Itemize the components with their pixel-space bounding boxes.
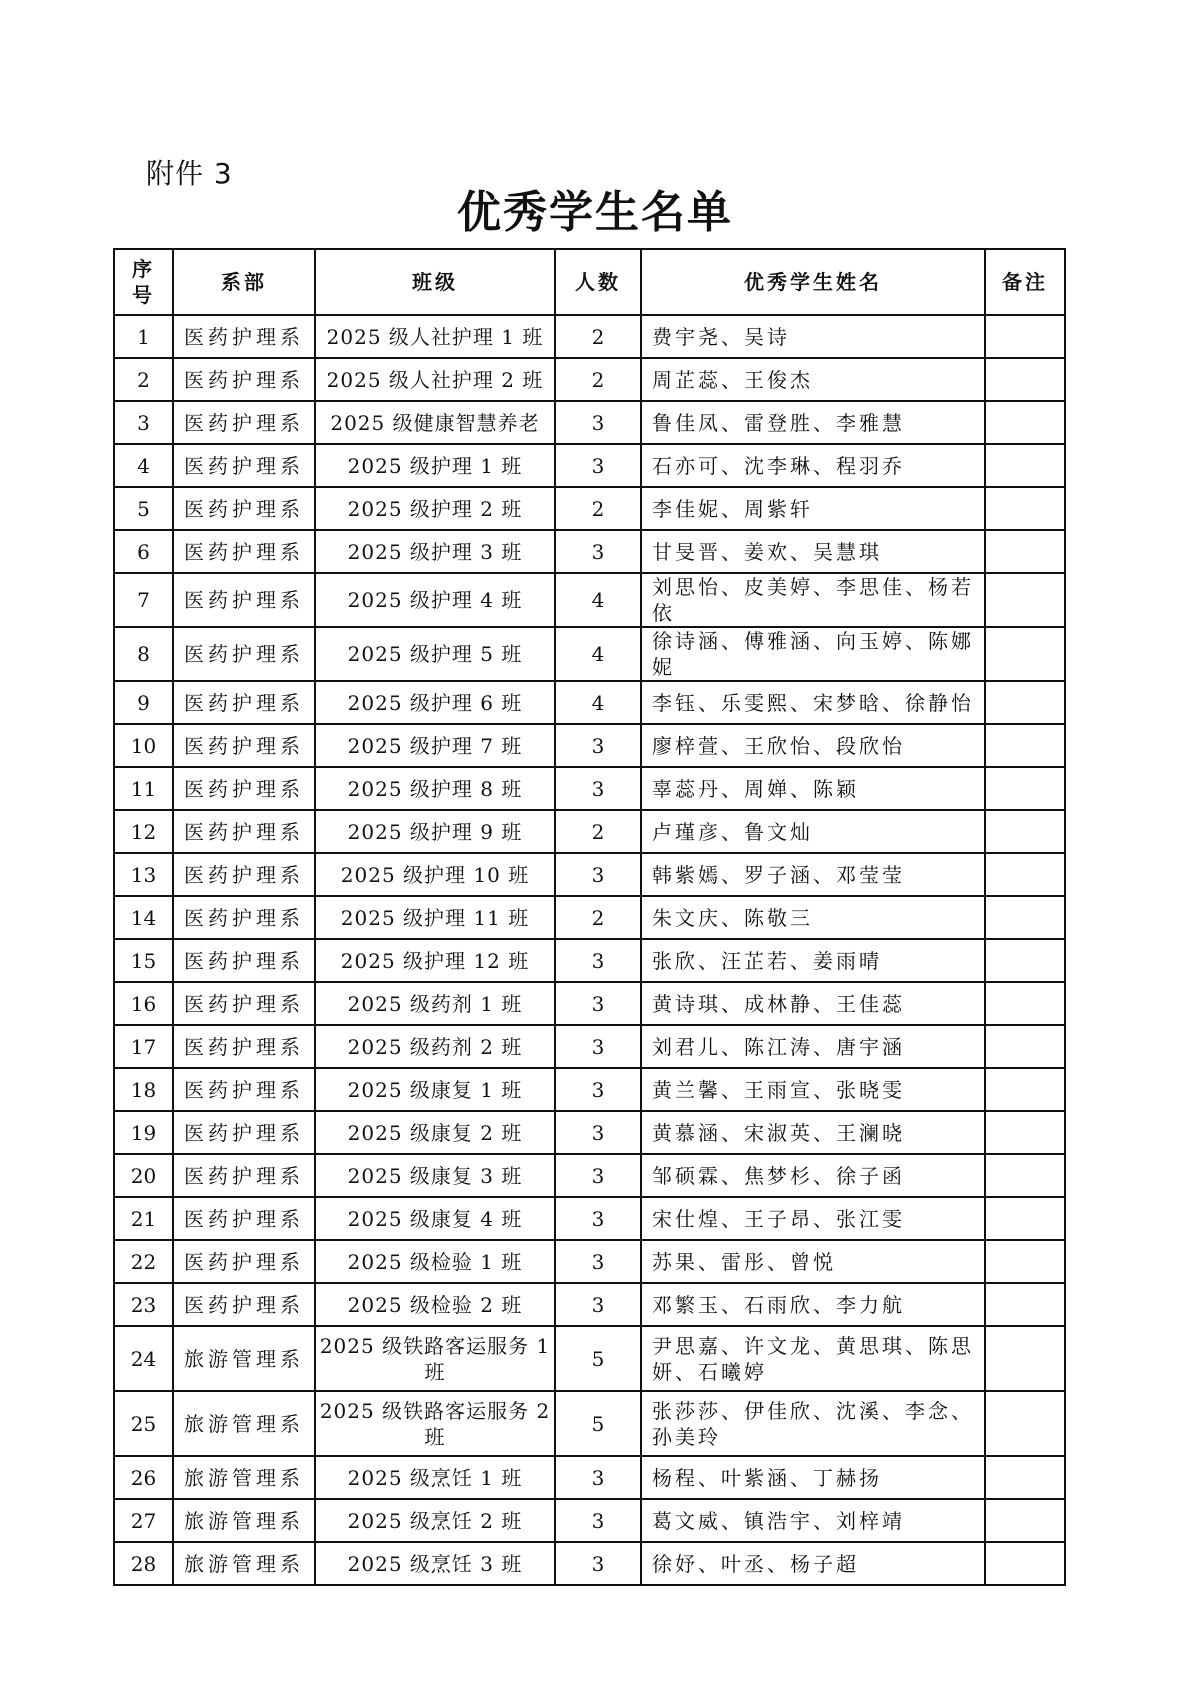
- row-count: 3: [555, 1240, 641, 1283]
- header-seq: [114, 249, 173, 315]
- document-title: 优秀学生名单: [457, 187, 733, 238]
- table-row: [114, 1240, 1065, 1283]
- row-department: 医药护理系: [173, 315, 315, 358]
- row-department: 医药护理系: [173, 810, 315, 853]
- row-count: 3: [555, 1456, 641, 1499]
- row-remarks: [985, 487, 1065, 530]
- row-count: 3: [555, 724, 641, 767]
- row-seq: 22: [114, 1240, 173, 1283]
- row-count: 3: [555, 982, 641, 1025]
- table-row: [114, 896, 1065, 939]
- table-row: [114, 315, 1065, 358]
- table-row: [114, 401, 1065, 444]
- row-class: 2025 级护理 11 班: [315, 896, 555, 939]
- row-remarks: [985, 1283, 1065, 1326]
- row-class: 2025 级护理 3 班: [315, 530, 555, 573]
- row-count: 3: [555, 1542, 641, 1585]
- header-department: 系部: [173, 249, 315, 315]
- row-department: 医药护理系: [173, 401, 315, 444]
- row-department: 旅游管理系: [173, 1391, 315, 1456]
- row-seq: 25: [114, 1391, 173, 1456]
- row-names: 辜蕊丹、周婵、陈颖: [641, 767, 985, 810]
- row-class: 2025 级护理 12 班: [315, 939, 555, 982]
- row-remarks: [985, 724, 1065, 767]
- header-seq-line2: 号: [132, 283, 155, 307]
- row-remarks: [985, 681, 1065, 724]
- row-count: 2: [555, 810, 641, 853]
- row-remarks: [985, 401, 1065, 444]
- table-row: [114, 627, 1065, 681]
- row-department: 旅游管理系: [173, 1326, 315, 1391]
- row-names: 邹硕霖、焦梦杉、徐子函: [641, 1154, 985, 1197]
- row-seq: 13: [114, 853, 173, 896]
- row-names: 杨程、叶紫涵、丁赫扬: [641, 1456, 985, 1499]
- row-department: 医药护理系: [173, 724, 315, 767]
- row-department: 医药护理系: [173, 358, 315, 401]
- row-class: 2025 级护理 8 班: [315, 767, 555, 810]
- table-row: [114, 573, 1065, 627]
- row-count: 4: [555, 681, 641, 724]
- row-remarks: [985, 1154, 1065, 1197]
- row-names: 宋仕煌、王子昂、张江雯: [641, 1197, 985, 1240]
- table-row: [114, 1499, 1065, 1542]
- row-seq: 19: [114, 1111, 173, 1154]
- row-class: 2025 级护理 9 班: [315, 810, 555, 853]
- row-seq: 8: [114, 627, 173, 681]
- header-count: 人数: [555, 249, 641, 315]
- row-seq: 28: [114, 1542, 173, 1585]
- row-remarks: [985, 627, 1065, 681]
- row-department: 医药护理系: [173, 982, 315, 1025]
- row-names: 黄诗琪、成林静、王佳蕊: [641, 982, 985, 1025]
- table-row: [114, 1456, 1065, 1499]
- row-department: 医药护理系: [173, 530, 315, 573]
- row-names: 卢瑾彦、鲁文灿: [641, 810, 985, 853]
- row-count: 5: [555, 1326, 641, 1391]
- table-row: [114, 982, 1065, 1025]
- row-remarks: [985, 358, 1065, 401]
- row-seq: 5: [114, 487, 173, 530]
- row-names: 张欣、汪芷若、姜雨晴: [641, 939, 985, 982]
- row-seq: 26: [114, 1456, 173, 1499]
- row-department: 医药护理系: [173, 1111, 315, 1154]
- row-names: 石亦可、沈李琳、程羽乔: [641, 444, 985, 487]
- row-department: 旅游管理系: [173, 1542, 315, 1585]
- row-class: 2025 级健康智慧养老: [315, 401, 555, 444]
- row-remarks: [985, 1111, 1065, 1154]
- row-names: 鲁佳凤、雷登胜、李雅慧: [641, 401, 985, 444]
- row-seq: 6: [114, 530, 173, 573]
- row-class: 2025 级检验 1 班: [315, 1240, 555, 1283]
- row-class: 2025 级康复 3 班: [315, 1154, 555, 1197]
- row-remarks: [985, 1197, 1065, 1240]
- table-row: [114, 1391, 1065, 1456]
- table-row: [114, 1025, 1065, 1068]
- row-department: 医药护理系: [173, 627, 315, 681]
- row-count: 2: [555, 896, 641, 939]
- header-remarks: 备注: [985, 249, 1065, 315]
- row-count: 3: [555, 530, 641, 573]
- row-names: 黄兰馨、王雨宣、张晓雯: [641, 1068, 985, 1111]
- row-class: 2025 级人社护理 1 班: [315, 315, 555, 358]
- row-count: 2: [555, 315, 641, 358]
- row-remarks: [985, 1326, 1065, 1391]
- row-names: 甘旻晋、姜欢、吴慧琪: [641, 530, 985, 573]
- row-class: 2025 级护理 10 班: [315, 853, 555, 896]
- row-count: 4: [555, 627, 641, 681]
- row-seq: 16: [114, 982, 173, 1025]
- row-seq: 20: [114, 1154, 173, 1197]
- header-class: 班级: [315, 249, 555, 315]
- table-row: [114, 1068, 1065, 1111]
- row-department: 医药护理系: [173, 853, 315, 896]
- table-row: [114, 444, 1065, 487]
- row-class: 2025 级护理 7 班: [315, 724, 555, 767]
- row-seq: 2: [114, 358, 173, 401]
- row-seq: 17: [114, 1025, 173, 1068]
- row-class: 2025 级护理 2 班: [315, 487, 555, 530]
- row-department: 旅游管理系: [173, 1499, 315, 1542]
- table-row: [114, 1111, 1065, 1154]
- table-row: [114, 681, 1065, 724]
- row-remarks: [985, 1068, 1065, 1111]
- row-names: 廖梓萱、王欣怡、段欣怡: [641, 724, 985, 767]
- row-seq: 15: [114, 939, 173, 982]
- row-department: 医药护理系: [173, 1283, 315, 1326]
- table-row: [114, 1326, 1065, 1391]
- row-names: 张莎莎、伊佳欣、沈溪、李念、孙美玲: [641, 1391, 985, 1456]
- row-seq: 7: [114, 573, 173, 627]
- row-class: 2025 级康复 4 班: [315, 1197, 555, 1240]
- row-department: 医药护理系: [173, 487, 315, 530]
- table-row: [114, 487, 1065, 530]
- table-body: [114, 315, 1065, 1585]
- row-class: 2025 级烹饪 1 班: [315, 1456, 555, 1499]
- row-remarks: [985, 853, 1065, 896]
- row-count: 5: [555, 1391, 641, 1456]
- row-department: 医药护理系: [173, 681, 315, 724]
- row-count: 3: [555, 1154, 641, 1197]
- row-names: 刘思怡、皮美婷、李思佳、杨若依: [641, 573, 985, 627]
- row-department: 医药护理系: [173, 573, 315, 627]
- row-department: 医药护理系: [173, 1197, 315, 1240]
- row-department: 旅游管理系: [173, 1456, 315, 1499]
- header-seq-line1: 序: [132, 257, 155, 281]
- row-count: 3: [555, 767, 641, 810]
- row-seq: 14: [114, 896, 173, 939]
- row-seq: 21: [114, 1197, 173, 1240]
- row-class: 2025 级烹饪 3 班: [315, 1542, 555, 1585]
- row-count: 4: [555, 573, 641, 627]
- row-department: 医药护理系: [173, 1154, 315, 1197]
- row-seq: 18: [114, 1068, 173, 1111]
- row-names: 葛文威、镇浩宇、刘梓靖: [641, 1499, 985, 1542]
- row-department: 医药护理系: [173, 444, 315, 487]
- row-seq: 1: [114, 315, 173, 358]
- row-count: 3: [555, 1025, 641, 1068]
- row-count: 2: [555, 487, 641, 530]
- row-remarks: [985, 315, 1065, 358]
- row-seq: 27: [114, 1499, 173, 1542]
- row-remarks: [985, 1542, 1065, 1585]
- row-seq: 11: [114, 767, 173, 810]
- row-names: 苏果、雷彤、曾悦: [641, 1240, 985, 1283]
- table-row: [114, 1197, 1065, 1240]
- row-remarks: [985, 1025, 1065, 1068]
- row-class: 2025 级烹饪 2 班: [315, 1499, 555, 1542]
- row-remarks: [985, 982, 1065, 1025]
- row-names: 李钰、乐雯熙、宋梦晗、徐静怡: [641, 681, 985, 724]
- table-row: [114, 853, 1065, 896]
- table-row: [114, 810, 1065, 853]
- attachment-label: 附件 3: [146, 157, 233, 190]
- row-count: 3: [555, 939, 641, 982]
- row-names: 费宇尧、吴诗: [641, 315, 985, 358]
- row-remarks: [985, 573, 1065, 627]
- row-class: 2025 级康复 2 班: [315, 1111, 555, 1154]
- row-count: 3: [555, 853, 641, 896]
- table-row: [114, 1283, 1065, 1326]
- row-remarks: [985, 1499, 1065, 1542]
- row-count: 3: [555, 1111, 641, 1154]
- row-class: 2025 级康复 1 班: [315, 1068, 555, 1111]
- row-remarks: [985, 1456, 1065, 1499]
- row-names: 徐诗涵、傅雅涵、向玉婷、陈娜妮: [641, 627, 985, 681]
- row-remarks: [985, 939, 1065, 982]
- row-class: 2025 级铁路客运服务 1 班: [315, 1326, 555, 1391]
- row-count: 3: [555, 401, 641, 444]
- row-seq: 12: [114, 810, 173, 853]
- row-count: 3: [555, 444, 641, 487]
- row-remarks: [985, 1240, 1065, 1283]
- row-seq: 10: [114, 724, 173, 767]
- row-remarks: [985, 530, 1065, 573]
- row-department: 医药护理系: [173, 1025, 315, 1068]
- table-row: [114, 939, 1065, 982]
- row-count: 2: [555, 358, 641, 401]
- table-row: [114, 358, 1065, 401]
- table-row: [114, 530, 1065, 573]
- row-department: 医药护理系: [173, 767, 315, 810]
- row-seq: 23: [114, 1283, 173, 1326]
- row-class: 2025 级药剂 2 班: [315, 1025, 555, 1068]
- row-names: 黄慕涵、宋淑英、王澜晓: [641, 1111, 985, 1154]
- row-count: 3: [555, 1283, 641, 1326]
- row-class: 2025 级药剂 1 班: [315, 982, 555, 1025]
- row-seq: 9: [114, 681, 173, 724]
- row-class: 2025 级检验 2 班: [315, 1283, 555, 1326]
- table-row: [114, 1542, 1065, 1585]
- row-names: 韩紫嫣、罗子涵、邓莹莹: [641, 853, 985, 896]
- row-remarks: [985, 1391, 1065, 1456]
- table-row: [114, 724, 1065, 767]
- row-names: 尹思嘉、许文龙、黄思琪、陈思妍、石曦婷: [641, 1326, 985, 1391]
- row-remarks: [985, 896, 1065, 939]
- table-header-row: [114, 249, 1065, 315]
- row-names: 徐妤、叶丞、杨子超: [641, 1542, 985, 1585]
- row-seq: 3: [114, 401, 173, 444]
- row-names: 邓繁玉、石雨欣、李力航: [641, 1283, 985, 1326]
- row-department: 医药护理系: [173, 1240, 315, 1283]
- row-names: 朱文庆、陈敬三: [641, 896, 985, 939]
- row-count: 3: [555, 1499, 641, 1542]
- row-department: 医药护理系: [173, 939, 315, 982]
- row-seq: 4: [114, 444, 173, 487]
- excellent-students-table: [113, 248, 1066, 1586]
- header-names: 优秀学生姓名: [641, 249, 985, 315]
- row-names: 刘君儿、陈江涛、唐宇涵: [641, 1025, 985, 1068]
- row-names: 李佳妮、周紫轩: [641, 487, 985, 530]
- row-remarks: [985, 767, 1065, 810]
- row-names: 周芷蕊、王俊杰: [641, 358, 985, 401]
- row-count: 3: [555, 1197, 641, 1240]
- row-count: 3: [555, 1068, 641, 1111]
- row-class: 2025 级人社护理 2 班: [315, 358, 555, 401]
- row-class: 2025 级护理 6 班: [315, 681, 555, 724]
- row-remarks: [985, 810, 1065, 853]
- row-department: 医药护理系: [173, 896, 315, 939]
- row-class: 2025 级铁路客运服务 2 班: [315, 1391, 555, 1456]
- table-row: [114, 1154, 1065, 1197]
- row-class: 2025 级护理 5 班: [315, 627, 555, 681]
- row-department: 医药护理系: [173, 1068, 315, 1111]
- row-seq: 24: [114, 1326, 173, 1391]
- row-remarks: [985, 444, 1065, 487]
- table-row: [114, 767, 1065, 810]
- row-class: 2025 级护理 4 班: [315, 573, 555, 627]
- row-class: 2025 级护理 1 班: [315, 444, 555, 487]
